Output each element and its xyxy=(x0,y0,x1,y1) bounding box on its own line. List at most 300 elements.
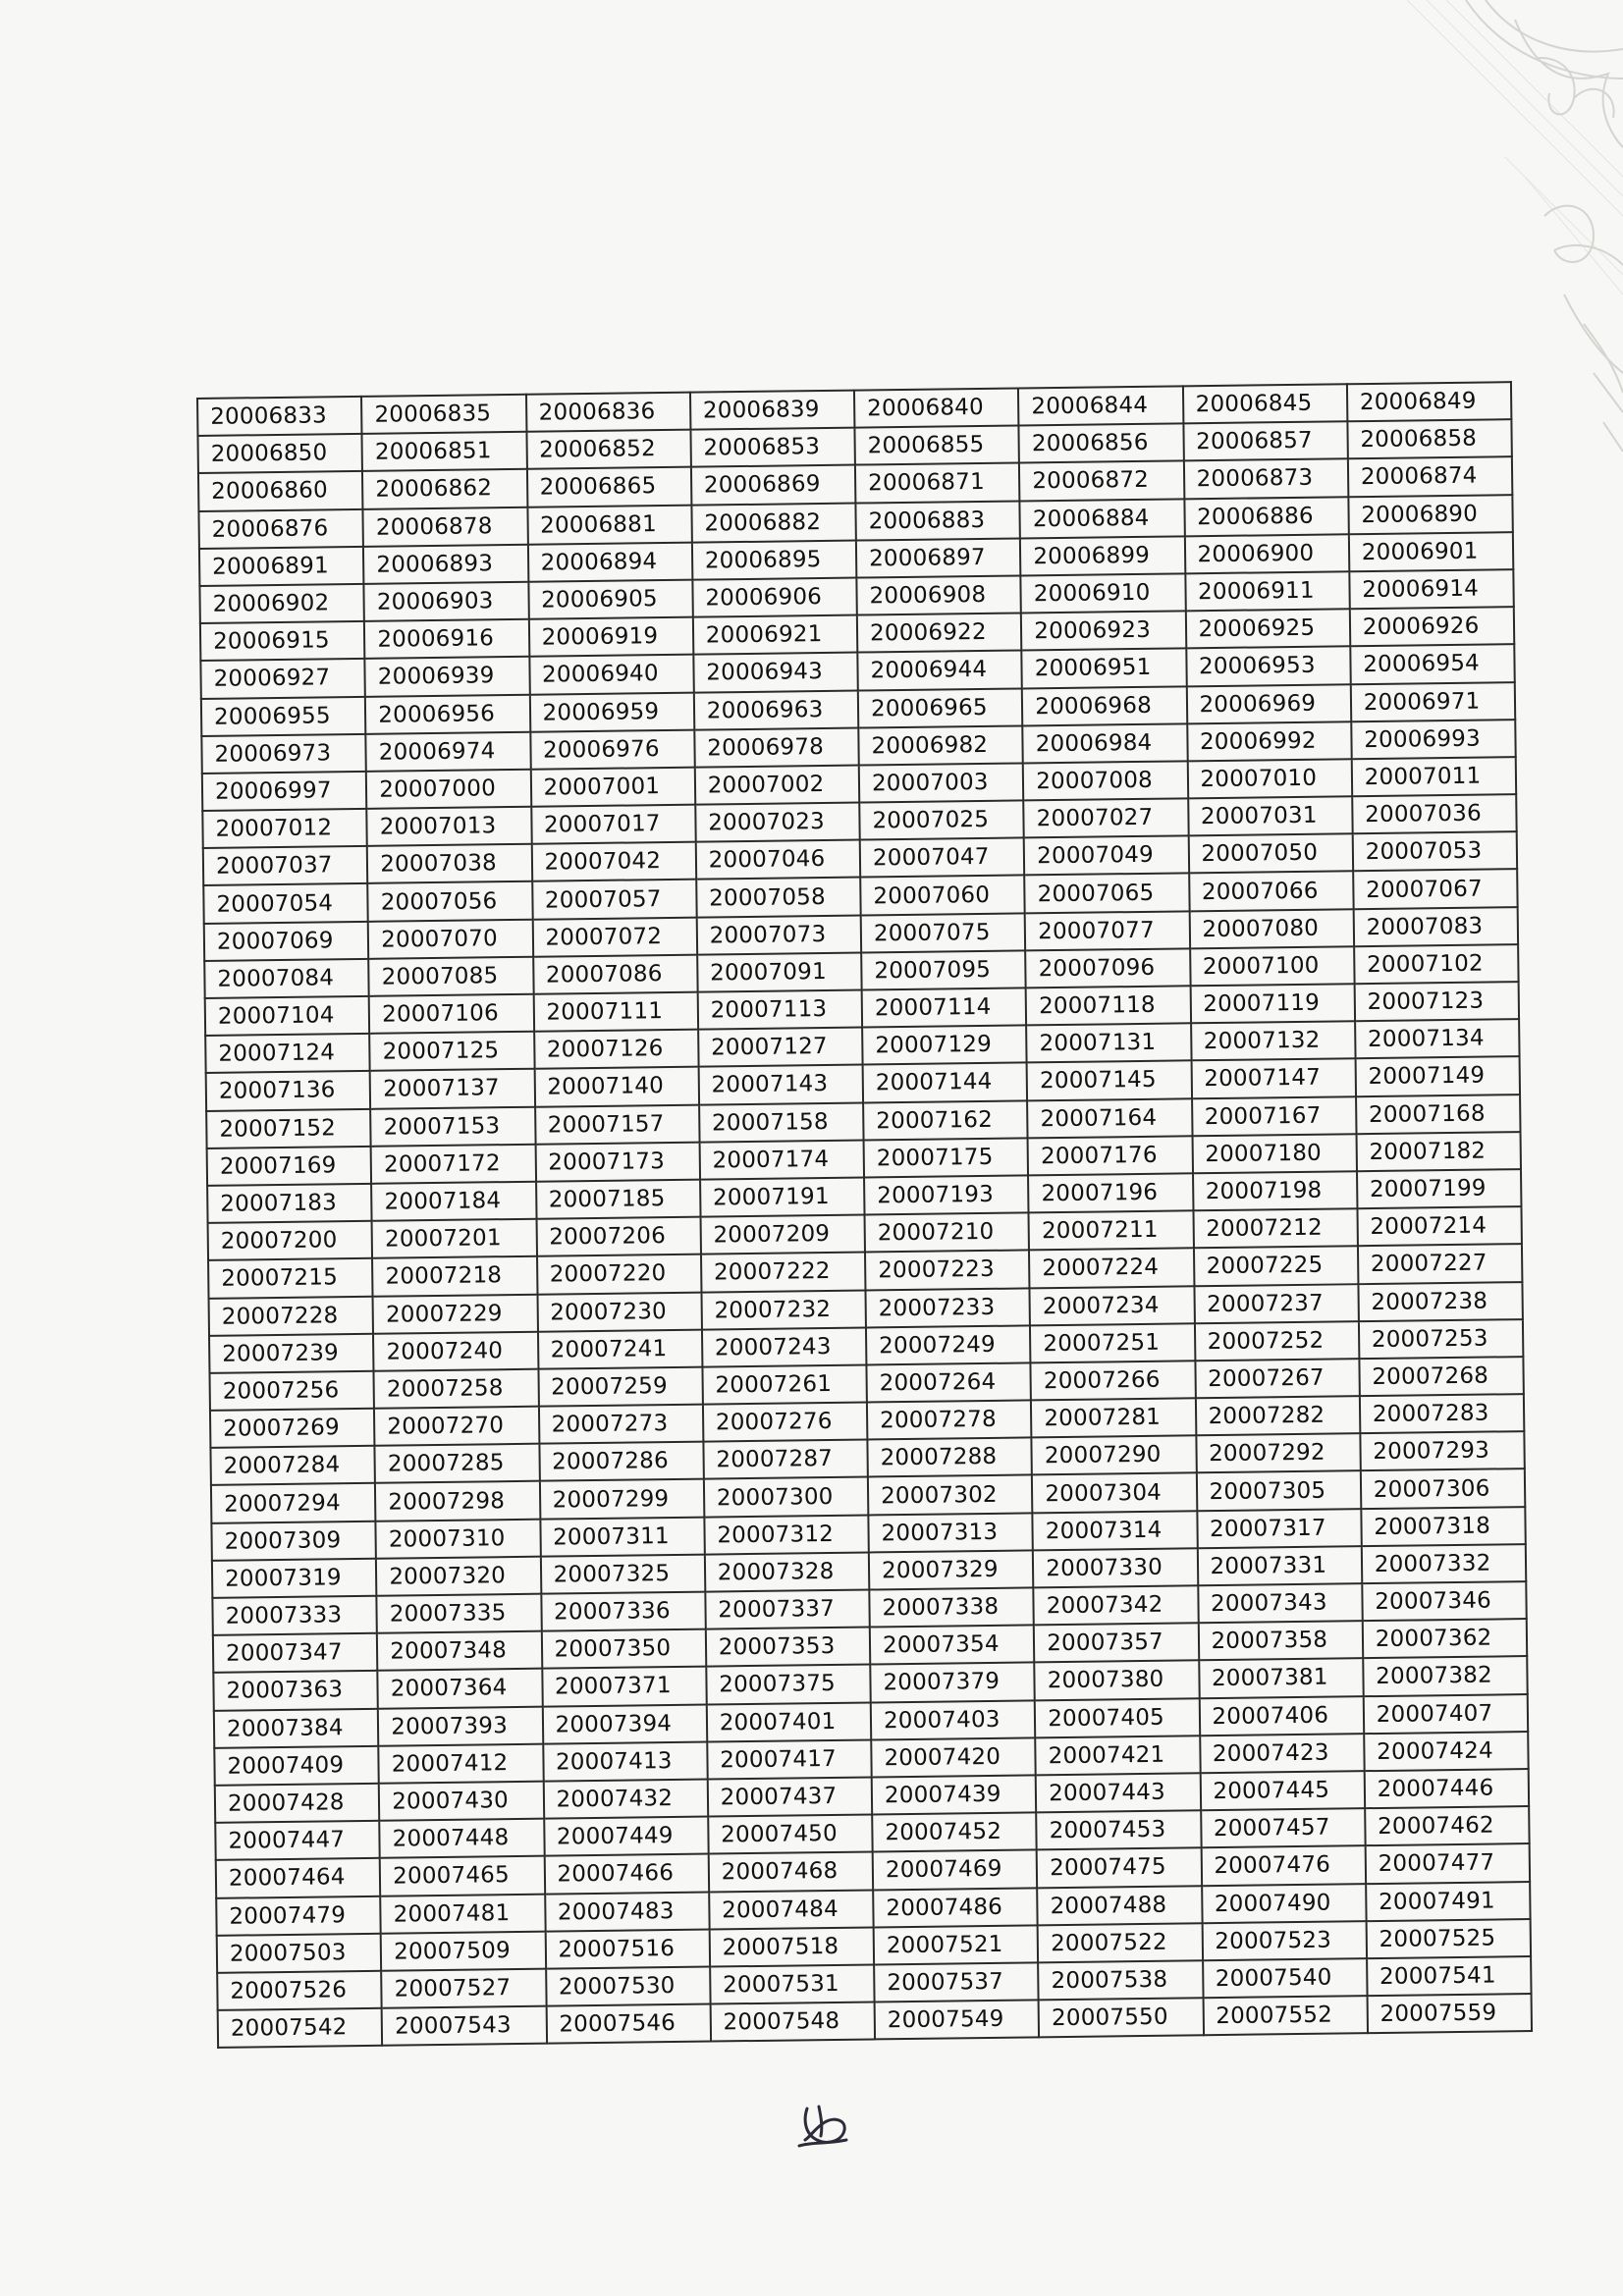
table-cell: 20007086 xyxy=(533,954,698,993)
table-cell: 20007464 xyxy=(216,1858,381,1897)
table-cell: 20007503 xyxy=(217,1933,382,1972)
table-cell: 20006910 xyxy=(1021,573,1186,613)
table-cell: 20007080 xyxy=(1189,909,1354,948)
table-cell: 20007282 xyxy=(1195,1396,1360,1435)
table-cell: 20006956 xyxy=(365,694,530,733)
table-cell: 20007085 xyxy=(368,957,533,996)
table-cell: 20006997 xyxy=(202,772,367,811)
table-cell: 20007335 xyxy=(377,1594,542,1633)
table-cell: 20006852 xyxy=(526,430,691,469)
table-cell: 20007118 xyxy=(1026,986,1191,1025)
table-cell: 20006893 xyxy=(363,545,528,584)
table-cell: 20006883 xyxy=(855,501,1020,540)
table-cell: 20007223 xyxy=(865,1251,1030,1290)
table-cell: 20007127 xyxy=(698,1028,863,1067)
table-cell: 20007077 xyxy=(1025,911,1190,950)
table-cell: 20007083 xyxy=(1353,907,1518,946)
table-cell: 20006853 xyxy=(690,428,855,467)
table-cell: 20007357 xyxy=(1034,1623,1199,1662)
table-cell: 20006851 xyxy=(362,432,527,471)
table-cell: 20007114 xyxy=(862,988,1027,1027)
table-cell: 20007509 xyxy=(381,1931,546,1970)
table-cell: 20007036 xyxy=(1352,794,1517,833)
table-cell: 20007309 xyxy=(211,1521,376,1560)
table-cell: 20007175 xyxy=(864,1138,1029,1177)
table-cell: 20007290 xyxy=(1032,1436,1197,1475)
table-cell: 20007420 xyxy=(871,1737,1036,1777)
table-cell: 20006865 xyxy=(526,467,691,507)
table-cell: 20007209 xyxy=(700,1215,865,1255)
table-cell: 20007047 xyxy=(860,838,1025,878)
table-cell: 20007174 xyxy=(699,1140,864,1179)
table-cell: 20007002 xyxy=(695,765,860,804)
table-cell: 20007084 xyxy=(204,959,369,998)
table-cell: 20007483 xyxy=(545,1892,710,1931)
table-cell: 20007330 xyxy=(1033,1548,1198,1587)
table-cell: 20007468 xyxy=(708,1852,873,1892)
table-cell: 20007393 xyxy=(378,1706,543,1745)
table-cell: 20007338 xyxy=(869,1587,1034,1627)
table-cell: 20006871 xyxy=(855,463,1020,503)
table-cell: 20007157 xyxy=(535,1104,700,1144)
table-cell: 20006943 xyxy=(693,653,858,692)
table-cell: 20007310 xyxy=(376,1519,541,1558)
table-cell: 20007238 xyxy=(1358,1282,1523,1321)
table-cell: 20007046 xyxy=(695,840,860,880)
table-cell: 20007224 xyxy=(1029,1249,1194,1288)
table-cell: 20007317 xyxy=(1197,1509,1362,1548)
table-cell: 20007227 xyxy=(1358,1244,1523,1283)
table-cell: 20007230 xyxy=(537,1292,702,1331)
table-cell: 20007239 xyxy=(209,1333,374,1372)
table-cell: 20007350 xyxy=(541,1629,706,1669)
table-cell: 20007233 xyxy=(865,1288,1030,1327)
table-cell: 20007413 xyxy=(543,1741,708,1781)
table-cell: 20007424 xyxy=(1364,1732,1529,1771)
table-cell: 20007538 xyxy=(1038,1960,1203,2000)
table-cell: 20007477 xyxy=(1365,1843,1530,1883)
table-cell: 20007484 xyxy=(709,1890,874,1929)
table-cell: 20007299 xyxy=(539,1479,704,1519)
table-cell: 20007518 xyxy=(709,1927,874,1966)
table-cell: 20007220 xyxy=(537,1255,702,1294)
table-cell: 20007479 xyxy=(216,1896,381,1935)
table-cell: 20006921 xyxy=(693,615,858,655)
table-cell: 20006857 xyxy=(1183,421,1348,460)
table-cell: 20007337 xyxy=(705,1589,870,1629)
table-cell: 20007131 xyxy=(1026,1024,1191,1063)
table-cell: 20006849 xyxy=(1347,382,1512,421)
table-cell: 20006974 xyxy=(366,731,531,771)
table-cell: 20007329 xyxy=(869,1550,1034,1589)
table-cell: 20007446 xyxy=(1364,1769,1529,1808)
results-table xyxy=(196,381,1533,2049)
table-cell: 20007292 xyxy=(1196,1433,1361,1472)
table-cell: 20007206 xyxy=(536,1217,701,1256)
table-cell: 20007200 xyxy=(208,1221,373,1260)
table-cell: 20007201 xyxy=(372,1219,537,1258)
table-cell: 20007286 xyxy=(539,1442,704,1481)
table-cell: 20007140 xyxy=(534,1067,699,1106)
table-cell: 20007198 xyxy=(1193,1171,1358,1210)
table-cell: 20007237 xyxy=(1194,1284,1359,1323)
table-cell: 20006939 xyxy=(365,657,530,696)
table-cell: 20007491 xyxy=(1366,1882,1531,1921)
table-cell: 20007152 xyxy=(206,1108,371,1148)
table-cell: 20007010 xyxy=(1187,759,1352,798)
table-cell: 20006959 xyxy=(529,692,694,731)
table-cell: 20007060 xyxy=(860,876,1025,915)
table-cell: 20006953 xyxy=(1186,647,1351,686)
table-cell: 20007475 xyxy=(1037,1848,1202,1888)
table-cell: 20007126 xyxy=(534,1030,699,1069)
table-cell: 20007013 xyxy=(367,807,532,846)
table-cell: 20007284 xyxy=(210,1446,375,1485)
table-cell: 20007111 xyxy=(533,992,698,1032)
table-cell: 20006884 xyxy=(1020,499,1185,538)
table-cell: 20007466 xyxy=(544,1854,709,1894)
table-cell: 20007253 xyxy=(1359,1319,1524,1359)
table-cell: 20007049 xyxy=(1024,836,1189,876)
table-cell: 20006862 xyxy=(362,469,527,508)
table-cell: 20006906 xyxy=(692,578,857,617)
table-cell: 20007251 xyxy=(1030,1323,1195,1362)
table-cell: 20006954 xyxy=(1350,644,1515,683)
table-cell: 20007380 xyxy=(1035,1661,1200,1700)
table-cell: 20007228 xyxy=(209,1296,374,1335)
table-cell: 20007169 xyxy=(207,1147,372,1186)
table-cell: 20007381 xyxy=(1199,1659,1364,1698)
table-cell: 20007050 xyxy=(1188,833,1353,873)
table-cell: 20007215 xyxy=(208,1258,373,1298)
table-cell: 20006869 xyxy=(691,465,856,505)
table-cell: 20007294 xyxy=(211,1483,376,1522)
table-cell: 20007488 xyxy=(1037,1886,1202,1925)
table-cell: 20007447 xyxy=(215,1821,380,1860)
table-cell: 20007318 xyxy=(1361,1507,1526,1546)
table-cell: 20007259 xyxy=(538,1366,703,1406)
table-cell: 20006895 xyxy=(692,540,857,579)
table-cell: 20007302 xyxy=(868,1475,1033,1515)
table-cell: 20006882 xyxy=(691,503,856,542)
table-cell: 20007000 xyxy=(366,770,531,809)
table-cell: 20007167 xyxy=(1192,1096,1357,1136)
table-cell: 20007240 xyxy=(373,1331,538,1370)
table-cell: 20007042 xyxy=(531,842,696,881)
table-cell: 20007430 xyxy=(379,1782,544,1821)
table-cell: 20006836 xyxy=(525,393,690,432)
table-cell: 20007394 xyxy=(542,1704,707,1743)
table-cell: 20007134 xyxy=(1355,1019,1520,1058)
table-cell: 20007325 xyxy=(540,1554,705,1593)
table-cell: 20007258 xyxy=(374,1369,539,1409)
table-cell: 20007336 xyxy=(541,1592,706,1631)
table-cell: 20007037 xyxy=(203,846,368,885)
table-cell: 20007053 xyxy=(1352,831,1517,871)
table-cell: 20007270 xyxy=(374,1407,539,1446)
table-cell: 20007172 xyxy=(371,1144,536,1183)
table-cell: 20007153 xyxy=(370,1106,535,1146)
table-cell: 20006963 xyxy=(694,690,859,729)
results-table-body xyxy=(197,382,1532,2048)
table-cell: 20006940 xyxy=(529,655,694,694)
table-cell: 20006856 xyxy=(1019,424,1184,463)
table-cell: 20006992 xyxy=(1187,721,1352,761)
table-cell: 20006971 xyxy=(1351,682,1516,721)
table-cell: 20007283 xyxy=(1360,1394,1525,1433)
table-cell: 20006878 xyxy=(363,507,528,546)
table-cell: 20007162 xyxy=(863,1100,1028,1140)
table-cell: 20007298 xyxy=(375,1481,540,1521)
table-cell: 20006903 xyxy=(364,582,529,621)
table-cell: 20007210 xyxy=(865,1213,1030,1253)
table-cell: 20007124 xyxy=(205,1034,370,1073)
table-cell: 20007011 xyxy=(1351,757,1516,796)
table-cell: 20006905 xyxy=(528,580,693,619)
table-cell: 20007543 xyxy=(382,2006,547,2046)
table-cell: 20007125 xyxy=(369,1032,534,1071)
table-cell: 20007304 xyxy=(1032,1473,1197,1513)
table-cell: 20007439 xyxy=(872,1775,1037,1814)
table-cell: 20007311 xyxy=(540,1517,705,1556)
table-cell: 20007319 xyxy=(212,1559,377,1598)
table-cell: 20007306 xyxy=(1361,1469,1526,1509)
table-cell: 20006894 xyxy=(527,542,692,581)
table-cell: 20007218 xyxy=(372,1256,537,1296)
table-cell: 20007017 xyxy=(531,805,696,844)
table-cell: 20007137 xyxy=(370,1069,535,1108)
table-cell: 20007225 xyxy=(1193,1247,1358,1286)
table-cell: 20007423 xyxy=(1200,1734,1365,1773)
table-cell: 20007132 xyxy=(1191,1021,1356,1060)
table-cell: 20007516 xyxy=(545,1929,710,1968)
table-cell: 20006919 xyxy=(528,617,693,657)
table-cell: 20007382 xyxy=(1363,1656,1528,1695)
table-cell: 20007523 xyxy=(1202,1921,1367,1960)
table-cell: 20007072 xyxy=(532,917,697,956)
table-cell: 20007449 xyxy=(544,1817,709,1856)
table-cell: 20007243 xyxy=(702,1327,867,1366)
table-cell: 20007481 xyxy=(380,1894,545,1933)
table-cell: 20007176 xyxy=(1028,1136,1193,1175)
table-cell: 20006916 xyxy=(364,619,529,659)
table-cell: 20007312 xyxy=(704,1515,869,1554)
table-cell: 20007232 xyxy=(701,1290,866,1329)
table-cell: 20007168 xyxy=(1356,1095,1521,1134)
table-cell: 20007129 xyxy=(862,1026,1027,1065)
table-cell: 20007164 xyxy=(1027,1098,1192,1138)
table-cell: 20007417 xyxy=(707,1739,872,1779)
table-cell: 20007001 xyxy=(530,768,695,807)
table-cell: 20006901 xyxy=(1349,532,1514,571)
table-cell: 20007287 xyxy=(703,1440,868,1479)
table-cell: 20007409 xyxy=(214,1746,379,1786)
table-cell: 20007293 xyxy=(1360,1431,1525,1470)
table-cell: 20007180 xyxy=(1192,1134,1357,1173)
table-cell: 20007069 xyxy=(204,921,369,960)
table-cell: 20007191 xyxy=(700,1177,865,1216)
table-cell: 20006955 xyxy=(201,696,366,735)
table-cell: 20006923 xyxy=(1021,611,1186,650)
table-cell: 20006844 xyxy=(1018,386,1183,425)
table-cell: 20006908 xyxy=(856,575,1021,614)
table-cell: 20007136 xyxy=(206,1071,371,1110)
table-cell: 20007144 xyxy=(863,1063,1028,1102)
table-cell: 20007552 xyxy=(1203,1996,1368,2035)
table-cell: 20007023 xyxy=(695,803,860,842)
table-cell: 20006874 xyxy=(1348,457,1513,497)
table-cell: 20007184 xyxy=(371,1182,536,1221)
table-cell: 20006897 xyxy=(856,538,1021,577)
table-cell: 20007185 xyxy=(536,1180,701,1219)
table-cell: 20007054 xyxy=(203,883,368,923)
table-cell: 20007530 xyxy=(546,1966,711,2005)
table-cell: 20006978 xyxy=(694,727,859,767)
table-cell: 20007273 xyxy=(538,1405,703,1444)
table-cell: 20007542 xyxy=(218,2008,383,2048)
table-cell: 20007149 xyxy=(1355,1056,1520,1095)
table-cell: 20007313 xyxy=(868,1513,1033,1552)
table-cell: 20007276 xyxy=(703,1403,868,1442)
table-cell: 20007331 xyxy=(1197,1546,1362,1585)
table-cell: 20006968 xyxy=(1022,686,1187,725)
table-cell: 20007347 xyxy=(213,1633,378,1673)
table-cell: 20007027 xyxy=(1023,798,1188,837)
table-cell: 20007229 xyxy=(373,1294,538,1333)
table-cell: 20007546 xyxy=(546,2004,711,2044)
table-cell: 20006858 xyxy=(1347,419,1512,458)
table-cell: 20007445 xyxy=(1200,1771,1365,1810)
table-cell: 20007057 xyxy=(532,880,697,919)
table-cell: 20007486 xyxy=(873,1888,1038,1927)
table-cell: 20007075 xyxy=(861,913,1026,952)
table-cell: 20007540 xyxy=(1203,1958,1368,1998)
table-cell: 20007333 xyxy=(212,1596,377,1635)
table-cell: 20007268 xyxy=(1359,1357,1524,1396)
table-cell: 20007012 xyxy=(202,809,367,848)
table-cell: 20007305 xyxy=(1196,1471,1361,1511)
table-cell: 20007526 xyxy=(217,1971,382,2010)
table-cell: 20007267 xyxy=(1195,1359,1360,1398)
table-cell: 20007285 xyxy=(375,1444,540,1483)
table-cell: 20007096 xyxy=(1025,948,1190,988)
table-cell: 20006927 xyxy=(200,659,365,698)
table-cell: 20006840 xyxy=(854,388,1019,427)
table-cell: 20006855 xyxy=(854,426,1019,465)
table-cell: 20007095 xyxy=(861,950,1026,989)
table-cell: 20007531 xyxy=(710,1964,875,2003)
table-cell: 20007348 xyxy=(377,1631,542,1671)
table-cell: 20006850 xyxy=(197,434,362,473)
table-cell: 20007379 xyxy=(870,1663,1035,1702)
table-cell: 20007541 xyxy=(1367,1956,1532,1996)
table-cell: 20007406 xyxy=(1199,1696,1364,1735)
table-cell: 20006915 xyxy=(200,621,365,661)
table-cell: 20006914 xyxy=(1349,569,1514,609)
table-cell: 20006922 xyxy=(857,614,1022,653)
table-cell: 20007266 xyxy=(1031,1361,1196,1400)
table-cell: 20007353 xyxy=(706,1628,871,1667)
table-cell: 20007256 xyxy=(209,1371,374,1411)
table-cell: 20007031 xyxy=(1188,796,1353,835)
table-cell: 20007457 xyxy=(1201,1808,1366,1847)
table-cell: 20007261 xyxy=(702,1364,867,1404)
table-cell: 20007183 xyxy=(207,1184,372,1223)
table-cell: 20006900 xyxy=(1184,534,1349,573)
table-cell: 20007328 xyxy=(705,1552,870,1591)
table-cell: 20006993 xyxy=(1351,720,1516,759)
table-cell: 20007102 xyxy=(1354,944,1519,984)
table-cell: 20006891 xyxy=(199,547,364,586)
table-cell: 20007549 xyxy=(875,2000,1040,2039)
table-cell: 20006876 xyxy=(198,508,363,548)
table-cell: 20007119 xyxy=(1190,984,1355,1023)
table-cell: 20007008 xyxy=(1023,761,1188,800)
table-cell: 20007143 xyxy=(698,1065,863,1104)
table-cell: 20007145 xyxy=(1027,1061,1192,1100)
table-cell: 20007401 xyxy=(707,1702,872,1741)
table-cell: 20007559 xyxy=(1367,1994,1532,2033)
table-cell: 20007525 xyxy=(1366,1919,1531,1958)
table-cell: 20007214 xyxy=(1357,1206,1522,1246)
table-cell: 20007222 xyxy=(701,1253,866,1292)
table-cell: 20006902 xyxy=(199,584,364,623)
table-cell: 20006984 xyxy=(1023,723,1188,763)
table-cell: 20006951 xyxy=(1022,649,1187,688)
table-cell: 20007537 xyxy=(874,1962,1039,2002)
table-cell: 20006835 xyxy=(361,395,526,434)
table-cell: 20007196 xyxy=(1028,1173,1193,1212)
table-cell: 20006860 xyxy=(198,471,363,510)
table-cell: 20007363 xyxy=(213,1671,378,1710)
table-cell: 20007025 xyxy=(859,801,1024,840)
table-cell: 20006839 xyxy=(690,391,855,430)
table-cell: 20007522 xyxy=(1038,1923,1203,1962)
table-cell: 20006890 xyxy=(1348,495,1513,534)
table-cell: 20007320 xyxy=(376,1557,541,1596)
table-cell: 20007288 xyxy=(867,1438,1032,1477)
table-cell: 20007343 xyxy=(1198,1583,1363,1623)
table-cell: 20006881 xyxy=(527,505,692,544)
table-cell: 20007332 xyxy=(1362,1544,1527,1583)
table-cell: 20007038 xyxy=(367,844,532,883)
table-cell: 20007437 xyxy=(707,1777,872,1816)
table-cell: 20007211 xyxy=(1029,1210,1194,1250)
table-cell: 20007067 xyxy=(1353,870,1518,909)
table-cell: 20007091 xyxy=(697,952,862,991)
table-cell: 20007182 xyxy=(1356,1132,1521,1171)
table-cell: 20007407 xyxy=(1363,1694,1528,1734)
table-cell: 20007364 xyxy=(378,1669,543,1708)
table-cell: 20007421 xyxy=(1035,1735,1200,1775)
table-cell: 20007241 xyxy=(537,1329,702,1368)
table-cell: 20007342 xyxy=(1034,1585,1199,1625)
table-cell: 20007443 xyxy=(1036,1773,1201,1812)
table-cell: 20006926 xyxy=(1350,607,1515,646)
table-cell: 20007371 xyxy=(542,1667,707,1706)
table-cell: 20006965 xyxy=(858,688,1023,727)
table-cell: 20007252 xyxy=(1194,1321,1359,1361)
table-cell: 20007058 xyxy=(696,878,861,917)
table-cell: 20007354 xyxy=(870,1626,1035,1665)
table-cell: 20007100 xyxy=(1190,946,1355,986)
table-cell: 20006944 xyxy=(857,651,1022,690)
table-cell: 20007432 xyxy=(543,1780,708,1819)
table-cell: 20006872 xyxy=(1019,461,1184,501)
table-cell: 20007056 xyxy=(367,881,532,921)
table-cell: 20006873 xyxy=(1183,459,1348,499)
table-cell: 20007465 xyxy=(380,1856,545,1896)
